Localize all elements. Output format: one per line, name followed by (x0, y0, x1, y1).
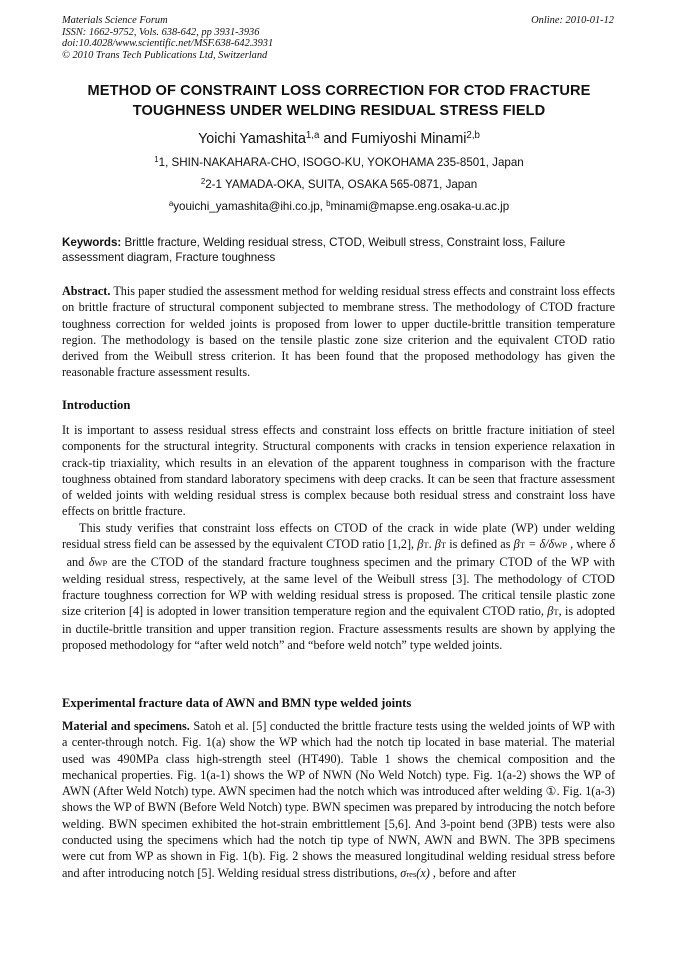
sigma-res-symbol (400, 866, 430, 880)
eq-beta-subscript: T (519, 540, 525, 551)
abstract-label: Abstract. (62, 284, 111, 298)
introduction-paragraph-2 (62, 520, 615, 653)
sigma-argument: (x) (416, 865, 430, 880)
intro-p2-part-f: are the CTOD of the standard fracture toughness specimen and the primary CTOD of the WP with welding residual stress, respectively, at the same level of the Weibull stress [3]. The methodology of CTOD fracture toughness correction for WP with welding residual stress is proposed. The critical tensile plastic zone size criterion [4] is adopted in lower transition temperature region and the equivalent CTOD ratio, (62, 554, 615, 619)
copyright: © 2010 Trans Tech Publications Ltd, Switzerland (62, 49, 268, 61)
beta-subscript-2: T (440, 540, 447, 551)
eq-ratio: = δ/δ (524, 537, 555, 552)
beta-subscript: T (423, 540, 429, 551)
abstract (62, 283, 615, 381)
intro-p2-part-g: , is adopted in ductile-brittle transition and upper transition region. Fracture assessments results are shown by applying the proposed methodology for “after weld notch” and “before weld notch” type welded joints. (62, 604, 615, 653)
affiliation-2-text: 2-1 YAMADA-OKA, SUITA, OSAKA 565-0871, Japan (205, 178, 478, 191)
beta-symbol-2 (435, 537, 446, 551)
affiliation-1 (0, 156, 678, 169)
delta-wp-subscript: WP (94, 557, 108, 568)
beta-symbol (417, 537, 428, 551)
beta-letter-3: β (547, 604, 554, 619)
sigma-letter: σ (400, 865, 407, 880)
beta-equation (514, 537, 567, 551)
experimental-text: Satoh et al. [5] conducted the brittle fracture tests using the welded joints of WP with a center-through notch. Fig. 1(a) show the WP which had the notch tip located in base material. The material used was 490MPa class high-strength steel (HT490). Table 1 shows the chemical composition and the mechanical properties. Fig. 1(a-1) shows the WP of NWN (No Weld Notch) type. Fig. 1(a-2) shows the WP of AWN (After Weld Notch) type. AWN specimen had the notch which was introduced after welding ①. Fig. 1(a-3) shows the WP of BWN (Before Weld Notch) type. BWN specimen was prepared by introducing the notch before welding. BWN specimen exhibited the hot-strain embrittlement [5,6]. And 3-point bend (3PB) tests were also conducted using the specimens which had the notch tip type of NWN, AWN and BWN. The 3PB specimens were cut from WP as shown in Fig. 1(b). Fig. 2 shows the measured longitudinal welding residual stress before and after introducing notch [5]. Welding residual stress distributions, (62, 719, 615, 880)
affiliation-2-marker: 2 (200, 177, 206, 187)
keywords (62, 235, 615, 265)
author-list (0, 131, 678, 147)
intro-p2-part-b: . (428, 537, 435, 552)
beta-letter-2: β (434, 537, 441, 552)
affiliation-1-marker: 1 (154, 155, 159, 165)
intro-p2-part-c: is defined as (446, 537, 514, 552)
material-label: Material and specimens. (62, 719, 190, 733)
author-1-affil: 1,a (305, 130, 320, 142)
paper-title (52, 81, 626, 121)
title-line-1: METHOD OF CONSTRAINT LOSS CORRECTION FOR CTOD FRACTURE (87, 83, 591, 99)
author-2: Fumiyoshi Minami (351, 131, 467, 147)
beta-symbol-3 (547, 604, 558, 618)
introduction-heading: Introduction (62, 398, 131, 412)
intro-p2-part-d: , where (567, 537, 610, 552)
email-a: youichi_yamashita@ihi.co.jp, (173, 200, 327, 213)
delta-wp-symbol (89, 555, 107, 569)
sigma-subscript: res (406, 868, 417, 879)
beta-letter: β (417, 537, 424, 552)
journal-name: Materials Science Forum (62, 15, 168, 26)
issn: ISSN: 1662-9752, Vols. 638-642, pp 3931-3936 (62, 26, 260, 38)
abstract-text: This paper studied the assessment method for welding residual stress effects and constraint loss effects on brittle fracture of structural component subjected to membrane stress. The methodology of CTOD fracture toughness correction for welded joints is proposed from lower to upper ductile-brittle transition temperature region. The methodology is based on the tensile plastic zone size criterion and the equivalent CTOD ratio derived from the Weibull stress criterion. It has been found that the proposed methodology has given the reasonable fracture assessment results. (62, 284, 615, 380)
email-b-marker: b (326, 199, 331, 209)
beta-subscript-3: T (553, 607, 559, 618)
introduction-paragraph-1: It is important to assess residual stress effects and constraint loss effects on brittle fracture initiation of steel components for the structural integrity. Structural components with cracks in tension experience relaxation in crack-tip triaxiality, which results in an elevation of the apparent toughness in comparison with the fracture toughness obtained from standard laboratory specimens with deep cracks. It can be seen that fracture assessment of welded joints with welding residual stress is complex because both residual stress and constraint loss have effects on brittle fracture. (62, 423, 615, 519)
online-date: Online: 2010-01-12 (531, 15, 614, 26)
email-addresses (0, 200, 678, 213)
email-b: minami@mapse.eng.osaka-u.ac.jp (330, 200, 510, 213)
intro-p2-part-a: This study verifies that constraint loss effects on CTOD of the crack in wide plate (WP) under welding residual stress field can be assessed by the equivalent CTOD ratio [1,2], (62, 521, 615, 552)
affiliation-1-text: 1, SHIN-NAKAHARA-CHO, ISOGO-KU, YOKOHAMA 235-8501, Japan (158, 156, 524, 169)
doi: doi:10.4028/www.scientific.net/MSF.638-642.3931 (62, 38, 274, 50)
title-line-2: TOUGHNESS UNDER WELDING RESIDUAL STRESS FIELD (132, 103, 546, 119)
delta-letter: δ (88, 554, 95, 569)
keywords-label: Keywords: (62, 236, 122, 249)
intro-p2-part-e: and (62, 554, 89, 569)
author-and: and (319, 131, 352, 147)
experimental-heading: Experimental fracture data of AWN and BMN type welded joints (62, 696, 412, 710)
author-2-affil: 2,b (466, 130, 480, 142)
delta-symbol: δ (609, 537, 616, 552)
experimental-paragraph (62, 718, 615, 882)
experimental-text-end: , before and after (429, 865, 517, 880)
email-a-marker: a (168, 199, 174, 209)
eq-wp-subscript: WP (554, 540, 567, 551)
affiliation-2 (0, 178, 678, 191)
author-1: Yoichi Yamashita (198, 131, 306, 147)
eq-beta: β (513, 537, 520, 552)
keywords-text: Brittle fracture, Welding residual stress, CTOD, Weibull stress, Constraint loss, Failure assessment diagram, Fracture toughness (62, 236, 566, 264)
journal-header (62, 15, 614, 61)
